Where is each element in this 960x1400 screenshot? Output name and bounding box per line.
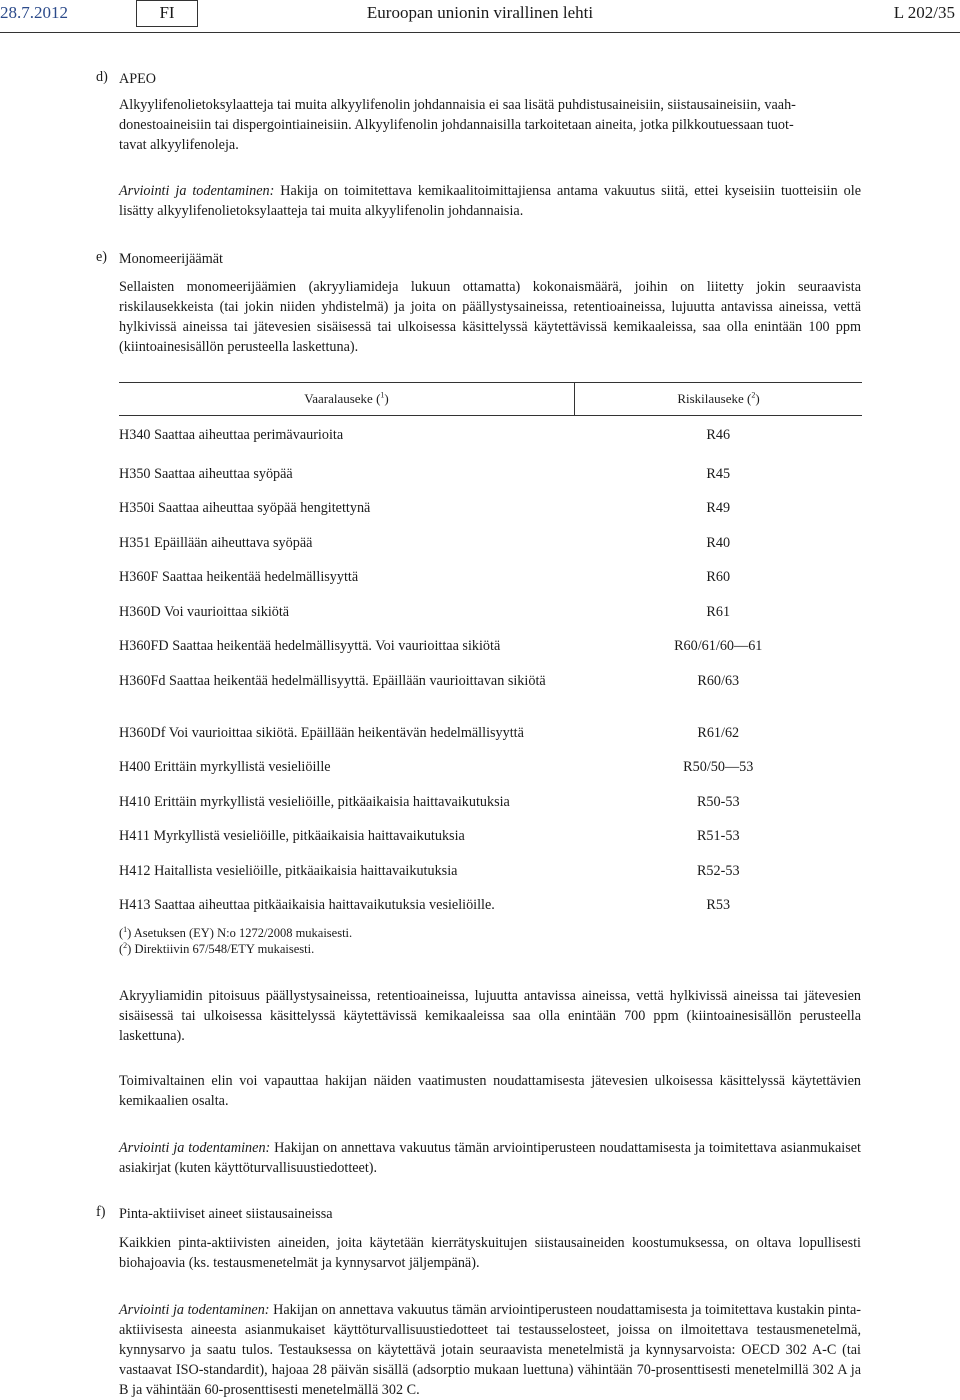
eval-label: Arviointi ja todentaminen: (119, 183, 275, 199)
hazard-statement-cell: H413 Saattaa aiheuttaa pitkäaikaisia haittavaikutuksia vesieliöille. (119, 897, 495, 913)
risk-phrase-cell: R52-53 (696, 862, 740, 879)
hazard-statement-cell: H410 Erittäin myrkyllistä vesieliöille, pitkäaikaisia haittavaikutuksia (119, 793, 510, 810)
eval-text: Hakija on toimitettava kemikaalitoimittajiensa antama vakuutus siitä, ettei kyseisiin tuotteisiin ole lisätty alkyylifenolietoksylaatteja tai muita alkyylifenolin johdannaisia. (119, 183, 861, 219)
hazard-col-header: Vaaralauseke ($^1$) (119, 383, 575, 416)
page-number: L 202/35 (893, 3, 955, 22)
table-row (119, 853, 862, 888)
risk-col-header: Riskilauseke ($^2$) (575, 383, 863, 416)
hazard-statement-cell: H412 Haitallista vesieliöille, pitkäaikaisia haittavaikutuksia (119, 862, 458, 879)
table-row (119, 490, 862, 525)
table-row (119, 559, 862, 594)
table-row (119, 749, 862, 784)
table-row (119, 818, 862, 853)
table-row (119, 594, 862, 629)
risk-phrase-cell: R49 (706, 500, 731, 516)
hazard-statement-cell: H360D Voi vaurioittaa sikiötä (119, 603, 290, 620)
table-row (119, 663, 862, 715)
risk-phrase-cell: R61 (706, 603, 731, 620)
section-e-para-text: Sellaisten monomeerijäämien (akryyliamideja lukuun ottamatta) kokonaismäärä, joihin on liitetty jokin seuraavista riskilausekkeista (tai jokin niiden yhdistelmä) ja joita on päällystysaineissa, retentioaineissa, lujuutta antavissa aineissa, vettä hylkivissä aineissa tai jätevesien sisäisessä tai ulkoisessa käsittelyssä käytettävissä kemikaaleissa, saa olla enintään 100 ppm (kiintoainesisällön perusteella laskettuna). (119, 279, 861, 355)
publication-date: 28.7.2012 (0, 3, 68, 22)
risk-phrase-cell: R45 (706, 465, 731, 482)
hazard-statement-cell: H360Df Voi vaurioittaa sikiötä. Epäillään heikentävän hedelmällisyyttä (119, 724, 524, 741)
table-row (119, 456, 862, 491)
eval-label: Arviointi ja todentaminen: (119, 1302, 270, 1318)
page-header (0, 0, 960, 26)
table-row (119, 715, 862, 750)
eval-text: Hakijan on annettava vakuutus tämän arviointiperusteen noudattamisesta ja toimitettava asianmukaiset asiakirjat (kuten käyttöturvallisuustiedotteet). (119, 1140, 861, 1176)
section-d-label: d) (96, 69, 108, 85)
section-f-para: Kaikkien pinta-aktiivisten aineiden, joita käytetään kierrätyskuitujen siistausaineiden koostumuksessa, on oltava lopullisesti biohajoavia (ks. testausmenetelmät ja kynnysarvot jäljempänä). (119, 1235, 861, 1271)
section-e-eval (119, 1138, 861, 1178)
section-e-title: Monomeerijäämät (119, 251, 224, 267)
risk-phrase-cell: R61/62 (697, 724, 740, 741)
section-d-title: APEO (119, 71, 157, 87)
table-row (119, 525, 862, 560)
section-d-para-line: tavat alkyylifenoleja. (119, 137, 239, 153)
section-d-para-line: donestoaineisiin tai dispergointiaineisiin. Alkyylifenolin johdannaisilla tarkoitetaan aineita, jotka pilkkoutuessaan tuot- (119, 117, 794, 133)
section-f-title: Pinta-aktiiviset aineet siistausaineissa (119, 1206, 333, 1222)
footnote: ($^1$) Asetuksen (EY) N:o 1272/2008 mukaisesti. (119, 924, 353, 940)
hazard-statement-cell: H400 Erittäin myrkyllistä vesieliöille (119, 759, 331, 775)
risk-phrase-cell: R46 (706, 427, 731, 443)
hazard-statement-cell: H350 Saattaa aiheuttaa syöpää (119, 465, 293, 482)
hazard-statement-cell: H360Fd Saattaa heikentää hedelmällisyyttä. Epäillään vaurioittavan sikiötä (119, 672, 546, 689)
section-f-eval (119, 1300, 861, 1400)
section-d-para (119, 95, 861, 155)
section-e-para2: Akryyliamidin pitoisuus päällystysaineissa, retentioaineissa, lujuutta antavissa aineissa, vettä hylkivissä aineissa tai jätevesien sisäisessä tai ulkoisessa käsittelyssä käytettävissä kemikaaleissa saa olla enintään 700 ppm (kiintoainesisällön perusteella laskettuna). (119, 988, 861, 1044)
hazard-statement-cell: H360F Saattaa heikentää hedelmällisyyttä (119, 569, 359, 585)
table-row (119, 784, 862, 819)
table-row (119, 628, 862, 663)
section-e-label: e) (96, 249, 108, 265)
risk-phrase-cell: R50-53 (696, 793, 740, 810)
hazard-statement-cell: H411 Myrkyllistä vesieliöille, pitkäaikaisia haittavaikutuksia (119, 828, 465, 844)
risk-phrase-cell: R51-53 (696, 828, 740, 844)
section-d-para-line: Alkyylifenolietoksylaatteja tai muita alkyylifenolin johdannaisia ei saa lisätä puhdistusaineisiin, siistausaineisiin, vaah- (119, 97, 796, 113)
hazard-statement-cell: H350i Saattaa aiheuttaa syöpää hengitettynä (119, 500, 371, 516)
hazard-statement-cell: H340 Saattaa aiheuttaa perimävaurioita (119, 427, 344, 443)
risk-phrase-cell: R60 (706, 569, 731, 585)
footnotes (119, 925, 352, 957)
eval-text: Hakijan on annettava vakuutus tämän arviointiperusteen noudattamisesta ja toimitettava kustakin pinta-aktiivisesta aineesta asianmukaiset käyttöturvallisuustiedotteet tai testausselosteet, joissa on ilmoitettava testausmenetelmä, kynnysarvo ja saatu tulos. Testauksessa on käytettävä jotain seuraavista menetelmistä ja kynnysarvoista: OECD 302 A-C (tai vastaavat ISO-standardit), hajoaa 28 päivän sisällä (adsorptio mukaan luettuna) vähintään 70-prosenttisesti menetelmillä 302 A ja B ja vähintään 60-prosenttisesti menetelmällä 302 C. (119, 1302, 861, 1398)
hazard-statement-cell: H360FD Saattaa heikentää hedelmällisyyttä. Voi vaurioittaa sikiötä (119, 638, 501, 654)
table-row (119, 887, 862, 922)
table-row (119, 416, 862, 456)
hazard-table (119, 382, 862, 922)
risk-phrase-cell: R60/63 (697, 672, 740, 689)
section-d-eval (119, 181, 861, 221)
eval-label: Arviointi ja todentaminen: (119, 1140, 271, 1156)
header-rule (0, 32, 960, 33)
section-e-para (119, 277, 861, 357)
section-e-para3: Toimivaltainen elin voi vapauttaa hakijan näiden vaatimusten noudattamisesta jätevesien ulkoisessa käsittelyssä käytettävien kemikaalien osalta. (119, 1073, 861, 1109)
risk-phrase-cell: R60/61/60—61 (674, 638, 763, 654)
hazard-statement-cell: H351 Epäillään aiheuttava syöpää (119, 534, 313, 551)
risk-phrase-cell: R53 (706, 897, 731, 913)
footnote: ($^2$) Direktiivin 67/548/ETY mukaisesti. (119, 940, 315, 956)
risk-phrase-cell: R40 (706, 534, 731, 551)
language-badge: FI (136, 0, 198, 27)
section-f-label: f) (96, 1204, 106, 1220)
journal-title: Euroopan unionin virallinen lehti (366, 3, 594, 22)
risk-phrase-cell: R50/50—53 (683, 759, 754, 775)
